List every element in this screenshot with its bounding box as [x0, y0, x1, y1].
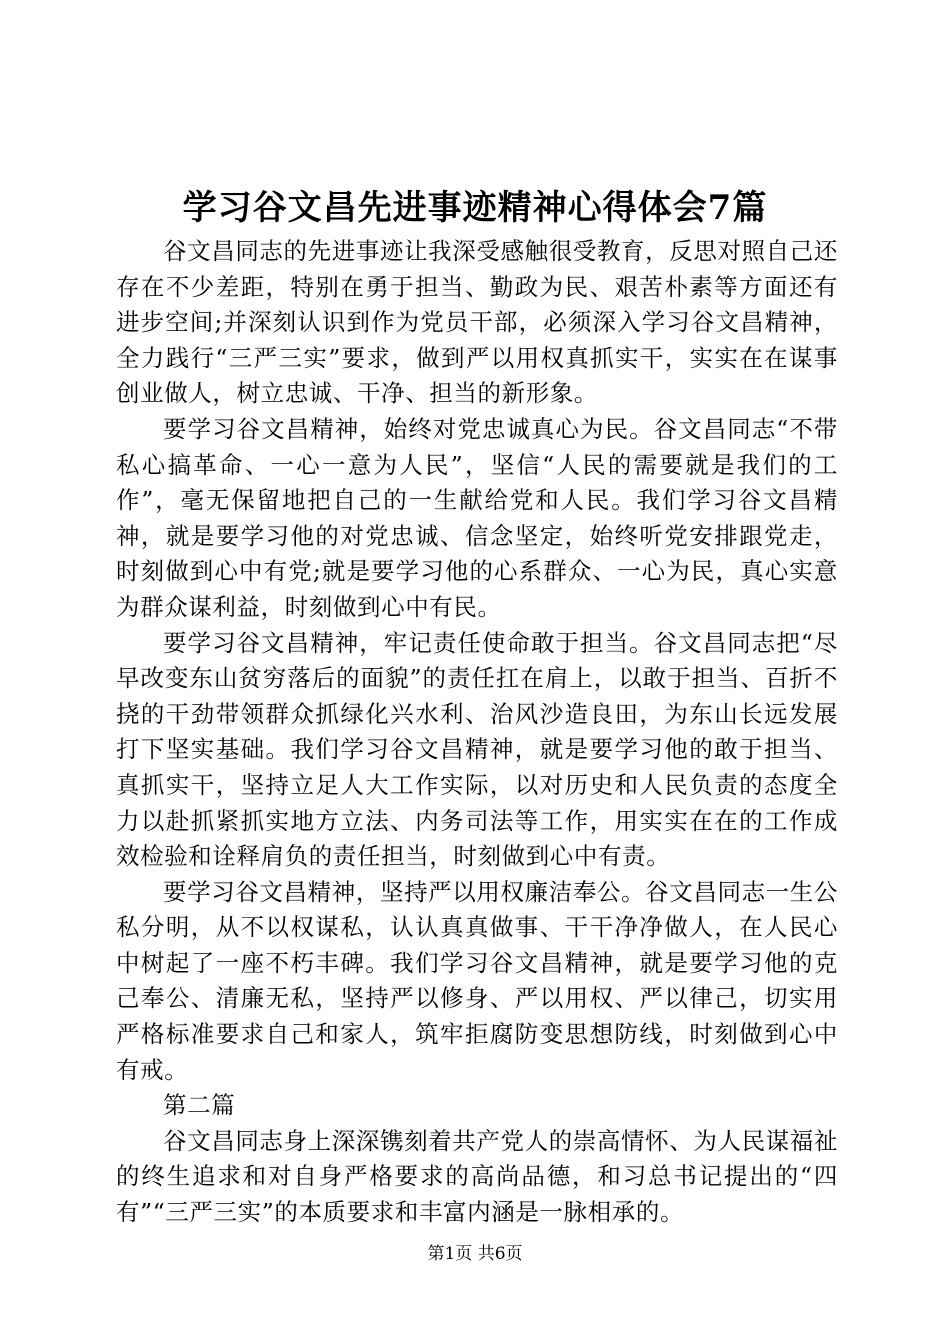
document-title: 学习谷文昌先进事迹精神心得体会7篇 — [182, 188, 768, 228]
paragraph-2: 要学习谷文昌精神，始终对党忠诚真心为民。谷文昌同志“不带私心搞革命、一心一意为人民”，坚信“人民的需要就是我们的工作”，毫无保留地把自己的一生献给党和人民。我们学习谷文昌精神，就是要学习他的对党忠诚、信念坚定，始终听党安排跟党走，时刻做到心中有党;就是要学习他的心系群众、一心为民，真心实意为群众谋利益，时刻做到心中有民。 — [116, 414, 838, 621]
document-body — [116, 234, 838, 1231]
section-heading-part-two: 第二篇 — [163, 1091, 236, 1120]
paragraph-1: 谷文昌同志的先进事迹让我深受感触很受教育，反思对照自己还存在不少差距，特别在勇于担当、勤政为民、艰苦朴素等方面还有进步空间;并深刻认识到作为党员干部，必须深入学习谷文昌精神，全力践行“三严三实”要求，做到严以用权真抓实干，实实在在谋事创业做人，树立忠诚、干净、担当的新形象。 — [116, 237, 838, 408]
paragraph-4: 要学习谷文昌精神，坚持严以用权廉洁奉公。谷文昌同志一生公私分明，从不以权谋私，认认真真做事、干干净净做人，在人民心中树起了一座不朽丰碑。我们学习谷文昌精神，就是要学习他的克己奉公、清廉无私，坚持严以修身、严以用权、严以律己，切实用严格标准要求自己和家人，筑牢拒腐防变思想防线，时刻做到心中有戒。 — [116, 877, 838, 1084]
paragraph-3: 要学习谷文昌精神，牢记责任使命敢于担当。谷文昌同志把“尽早改变东山贫穷落后的面貌”的责任扛在肩上，以敢于担当、百折不挠的干劲带领群众抓绿化兴水利、治风沙造良田，为东山长远发展打下坚实基础。我们学习谷文昌精神，就是要学习他的敢于担当、真抓实干，坚持立足人大工作实际，以对历史和人民负责的态度全力以赴抓紧抓实地方立法、内务司法等工作，用实实在在的工作成效检验和诠释肩负的责任担当，时刻做到心中有责。 — [116, 628, 838, 871]
page-footer: 第1页 共6页 — [427, 1244, 523, 1264]
paragraph-5: 谷文昌同志身上深深镌刻着共产党人的崇高情怀、为人民谋福祉的终生追求和对自身严格要求的高尚品德，和习总书记提出的“四有”“三严三实”的本质要求和丰富内涵是一脉相承的。 — [116, 1126, 838, 1227]
